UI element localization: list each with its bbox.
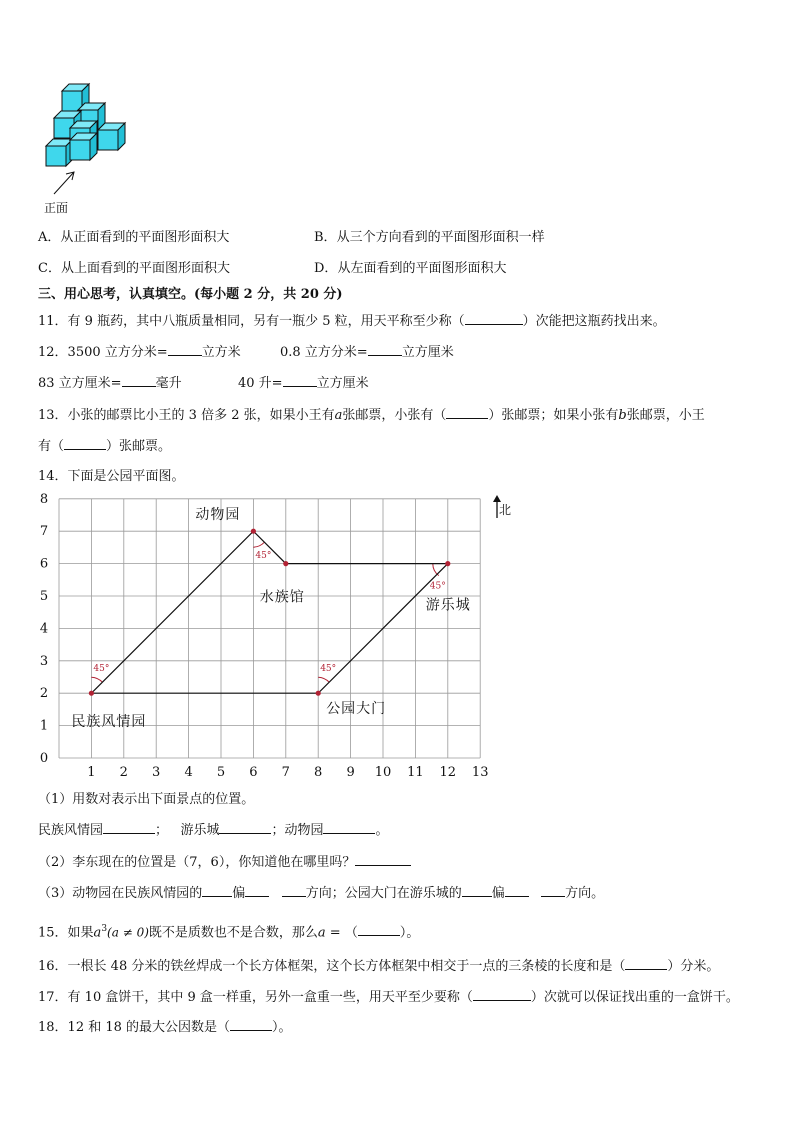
q14-sub3-e: 方向。	[565, 886, 605, 901]
cube-stack-figure	[40, 80, 140, 200]
q11-post: ）次能把这瓶药找出来。	[522, 314, 666, 329]
option-b-text: 从三个方向看到的平面图形面积一样	[336, 230, 545, 245]
q14-sub1-a: 民族风情园	[38, 823, 104, 838]
option-d-letter: D．	[314, 261, 338, 276]
q11-pre: 11．有 9 瓶药，其中八瓶质量相同，另有一瓶少 5 粒，用天平称至少称（	[38, 314, 465, 329]
q13-line1-a: 13．小张的邮票比小王的 3 倍多 2 张，如果小王有	[38, 408, 335, 423]
place-label: 动物园	[195, 507, 241, 524]
q14-blank-minzu[interactable]	[103, 821, 155, 834]
q15-var: a	[317, 925, 326, 941]
q14-sub-1: （1）用数对表示出下面景点的位置。	[38, 792, 255, 807]
q13-blank-1[interactable]	[446, 406, 488, 419]
q14-blank-youle[interactable]	[219, 821, 271, 834]
question-12-row-2	[38, 374, 182, 393]
section-3-title: 三、用心思考，认真填空。(每小题 2 分，共 20 分)	[38, 287, 343, 302]
q12-b-post: 立方厘米	[401, 345, 454, 360]
cube-bottom-left	[46, 139, 73, 166]
option-c	[38, 260, 230, 278]
option-d-text: 从左面看到的平面图形面积大	[337, 261, 507, 276]
question-18	[38, 1018, 292, 1037]
q12-d-blank[interactable]	[283, 374, 317, 387]
q12-d-post: 立方厘米	[316, 376, 369, 391]
q12-a-post: 立方米	[201, 345, 241, 360]
q14-sub1-d: ；动物园	[271, 823, 324, 838]
y-tick-label: 4	[39, 621, 49, 637]
q14-blank-dir-1[interactable]	[202, 884, 232, 897]
question-12-row-2b	[238, 374, 369, 393]
q13-line1-c: ）张邮票；如果小张有	[488, 408, 619, 423]
angle-arc	[318, 677, 329, 682]
q15-eq: = （	[325, 925, 358, 941]
q14-sub-3	[38, 884, 604, 903]
question-12-row-1b	[280, 343, 454, 362]
q12-a-pre: 12．3500 立方分米=	[38, 345, 168, 360]
q12-c-pre: 83 立方厘米=	[38, 376, 122, 391]
place-label: 公园大门	[326, 701, 387, 718]
q15-base: a	[93, 925, 102, 941]
north-label: 北	[499, 503, 512, 517]
angle-arc	[91, 677, 102, 682]
cube-bottom-right-back	[98, 123, 125, 150]
q11-blank[interactable]	[465, 312, 523, 325]
y-tick-label: 1	[39, 718, 49, 734]
option-c-text: 从上面看到的平面图形面积大	[60, 261, 230, 276]
angle-label: 45°	[255, 551, 272, 562]
front-arrow	[54, 172, 74, 194]
option-b	[314, 229, 545, 247]
q14-sub2-text: （2）李东现在的位置是（7，6），你知道他在哪里吗？	[38, 855, 356, 870]
q17-blank[interactable]	[473, 988, 531, 1001]
q13-line2-a: 有（	[38, 439, 65, 454]
q16-post: ）分米。	[667, 959, 720, 974]
y-tick-label: 2	[39, 686, 49, 702]
q13-line1-b: 张邮票，小张有（	[342, 408, 447, 423]
q12-c-post: 毫升	[155, 376, 182, 391]
front-label: 正面	[44, 201, 69, 215]
q14-sub1-c: 游乐城	[180, 823, 220, 838]
angle-label: 45°	[93, 664, 110, 675]
question-17	[38, 988, 739, 1007]
x-tick-label: 13	[471, 765, 489, 780]
q14-sub3-a: （3）动物园在民族风情园的	[38, 886, 203, 901]
q18-post: ）。	[272, 1020, 292, 1035]
cube-bottom-mid	[70, 133, 97, 160]
angle-label: 45°	[320, 664, 337, 675]
y-tick-label: 0	[39, 751, 49, 766]
q16-blank[interactable]	[625, 957, 667, 970]
park-map-chart	[30, 488, 510, 788]
q17-pre: 17．有 10 盒饼干，其中 9 盒一样重，另外一盒重一些，用天平至少要称（	[38, 990, 473, 1005]
question-15	[38, 920, 419, 942]
q14-sub-2	[38, 853, 411, 872]
q14-sub3-b: 偏	[232, 886, 246, 901]
option-c-letter: C．	[38, 261, 61, 276]
y-tick-label: 3	[39, 653, 49, 669]
q15-blank[interactable]	[358, 923, 400, 936]
x-tick-label: 9	[346, 765, 355, 780]
place-label: 民族风情园	[71, 714, 147, 731]
x-tick-label: 2	[119, 765, 128, 780]
point-12-6	[445, 561, 450, 566]
x-tick-label: 6	[249, 765, 258, 780]
question-11	[38, 312, 666, 331]
q13-blank-2[interactable]	[64, 437, 106, 450]
point-8-2	[316, 691, 321, 696]
q12-a-blank[interactable]	[168, 343, 202, 356]
place-label: 水族馆	[259, 589, 305, 606]
question-16	[38, 957, 719, 976]
q12-b-pre: 0.8 立方分米=	[280, 345, 368, 360]
q17-post: ）次就可以保证找出重的一盒饼干。	[530, 990, 739, 1005]
q14-blank-lidong[interactable]	[355, 853, 411, 866]
x-tick-label: 10	[374, 765, 392, 780]
x-tick-label: 8	[314, 765, 323, 780]
place-label: 游乐城	[425, 597, 471, 614]
q18-blank[interactable]	[230, 1018, 272, 1031]
option-d	[314, 260, 506, 278]
q14-sub3-c: 方向；公园大门在游乐城的	[305, 886, 462, 901]
option-a-letter: A．	[38, 230, 61, 245]
y-tick-label: 8	[39, 491, 49, 507]
q18-pre: 18．12 和 18 的最大公因数是（	[38, 1020, 231, 1035]
q14-blank-angle-1[interactable]	[282, 884, 306, 897]
q14-blank-deg-1[interactable]	[245, 884, 269, 897]
q14-blank-dir-2[interactable]	[462, 884, 492, 897]
x-tick-label: 3	[152, 765, 161, 780]
q15-pre: 15．如果	[38, 925, 94, 941]
point-6-7	[251, 529, 256, 534]
y-tick-label: 5	[39, 589, 49, 604]
q13-line1-d: 张邮票，小王	[626, 408, 705, 423]
question-12-row-1	[38, 343, 241, 362]
point-1-2	[89, 691, 94, 696]
x-tick-label: 11	[407, 765, 424, 780]
y-tick-label: 6	[39, 556, 49, 572]
q15-mid: 既不是质数也不是合数，那么	[148, 925, 318, 941]
q14-sub3-d: 偏	[491, 886, 505, 901]
question-13-line-2	[38, 437, 171, 456]
x-tick-label: 12	[439, 765, 457, 780]
q12-d-pre: 40 升=	[238, 376, 283, 391]
q14-sub1-b: ；	[155, 823, 169, 838]
q13-var-a: a	[334, 408, 343, 423]
option-a	[38, 229, 229, 247]
question-14-intro: 14．下面是公园平面图。	[38, 469, 185, 484]
option-a-text: 从正面看到的平面图形面积大	[60, 230, 230, 245]
q14-blank-deg-2[interactable]	[505, 884, 529, 897]
q12-c-blank[interactable]	[122, 374, 156, 387]
x-tick-label: 7	[281, 765, 290, 780]
q13-var-b: b	[618, 408, 627, 423]
q12-b-blank[interactable]	[368, 343, 402, 356]
y-tick-label: 7	[39, 524, 49, 540]
q14-sub-1-line	[38, 821, 388, 840]
point-7-6	[283, 561, 288, 566]
q16-pre: 16．一根长 48 分米的铁丝焊成一个长方体框架，这个长方体框架中相交于一点的三条棱的长度和是（	[38, 959, 626, 974]
question-13-line-1	[38, 406, 705, 425]
x-tick-label: 4	[184, 765, 193, 780]
q14-blank-dongwu[interactable]	[323, 821, 375, 834]
option-b-letter: B．	[314, 230, 337, 245]
q14-sub1-e: 。	[375, 823, 389, 838]
x-tick-label: 1	[87, 765, 96, 780]
angle-arc	[253, 542, 264, 547]
q15-exp: 3	[101, 924, 108, 934]
q15-post: ）。	[399, 925, 420, 941]
q15-cond: (a ≠ 0)	[107, 925, 149, 940]
angle-label: 45°	[429, 581, 446, 592]
q14-blank-angle-2[interactable]	[541, 884, 565, 897]
x-tick-label: 5	[216, 765, 226, 780]
q13-line2-b: ）张邮票。	[106, 439, 172, 454]
